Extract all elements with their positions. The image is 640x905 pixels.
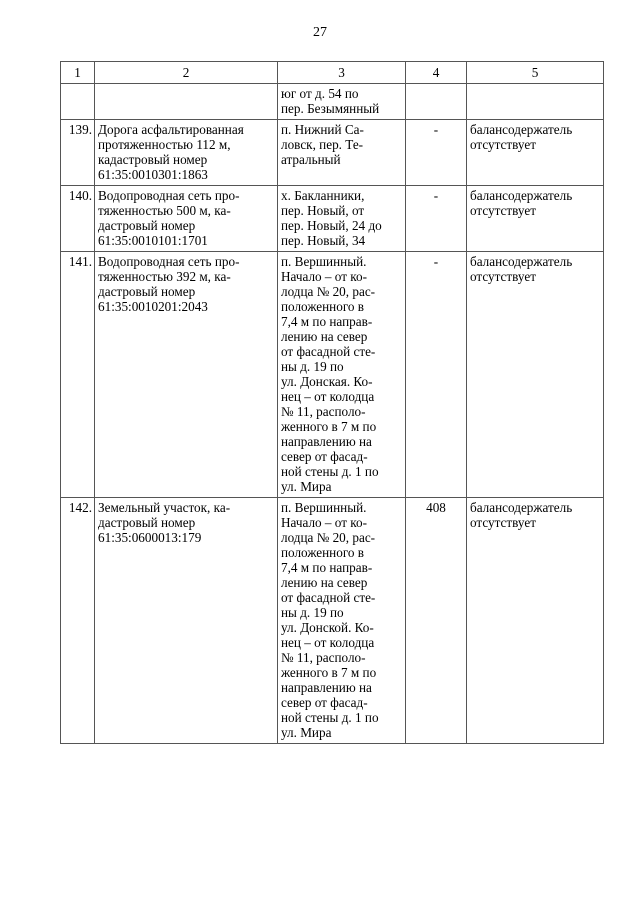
object-name: Водопроводная сеть про- тяженностью 500 м, ка- дастровый номер 61:35:0010101:1701 [95,186,278,252]
object-value: 408 [406,498,467,744]
object-value: - [406,252,467,498]
column-header-1: 1 [61,62,95,84]
table-row [61,186,604,252]
table-row [61,120,604,186]
table-header-row [61,62,604,84]
object-address: юг от д. 54 по пер. Безымянный [278,84,406,120]
object-name: Водопроводная сеть про- тяженностью 392 м, ка- дастровый номер 61:35:0010201:2043 [95,252,278,498]
object-address: п. Вершинный. Начало – от ко- лодца № 20, рас- положенного в 7,4 м по направ- лению на север от фасадной сте- ны д. 19 по ул. Донской. Ко- нец – от колодца № 11, располо- женного в 7 м по направлению на север от фасад- ной стены д. 1 по ул. Мира [278,498,406,744]
column-header-3: 3 [278,62,406,84]
object-value [406,84,467,120]
balance-holder: балансодержатель отсутствует [467,252,604,498]
column-header-5: 5 [467,62,604,84]
object-name: Дорога асфальтированная протяженностью 112 м, кадастровый номер 61:35:0010301:1863 [95,120,278,186]
object-address: п. Нижний Са- ловск, пер. Те- атральный [278,120,406,186]
column-header-4: 4 [406,62,467,84]
table-row [61,252,604,498]
object-address: п. Вершинный. Начало – от ко- лодца № 20, рас- положенного в 7,4 м по направ- лению на север от фасадной сте- ны д. 19 по ул. Донская. Ко- нец – от колодца № 11, располо- женного в 7 м по направлению на север от фасад- ной стены д. 1 по ул. Мира [278,252,406,498]
row-number: 141. [61,252,95,498]
balance-holder: балансодержатель отсутствует [467,498,604,744]
object-name [95,84,278,120]
balance-holder: балансодержатель отсутствует [467,186,604,252]
object-name: Земельный участок, ка- дастровый номер 61:35:0600013:179 [95,498,278,744]
balance-holder [467,84,604,120]
page-number: 27 [313,25,327,40]
registry-table [60,61,604,744]
table-row [61,498,604,744]
table-row [61,84,604,120]
row-number: 140. [61,186,95,252]
column-header-2: 2 [95,62,278,84]
object-address: х. Бакланники, пер. Новый, от пер. Новый, 24 до пер. Новый, 34 [278,186,406,252]
balance-holder: балансодержатель отсутствует [467,120,604,186]
object-value: - [406,120,467,186]
row-number [61,84,95,120]
row-number: 142. [61,498,95,744]
row-number: 139. [61,120,95,186]
object-value: - [406,186,467,252]
